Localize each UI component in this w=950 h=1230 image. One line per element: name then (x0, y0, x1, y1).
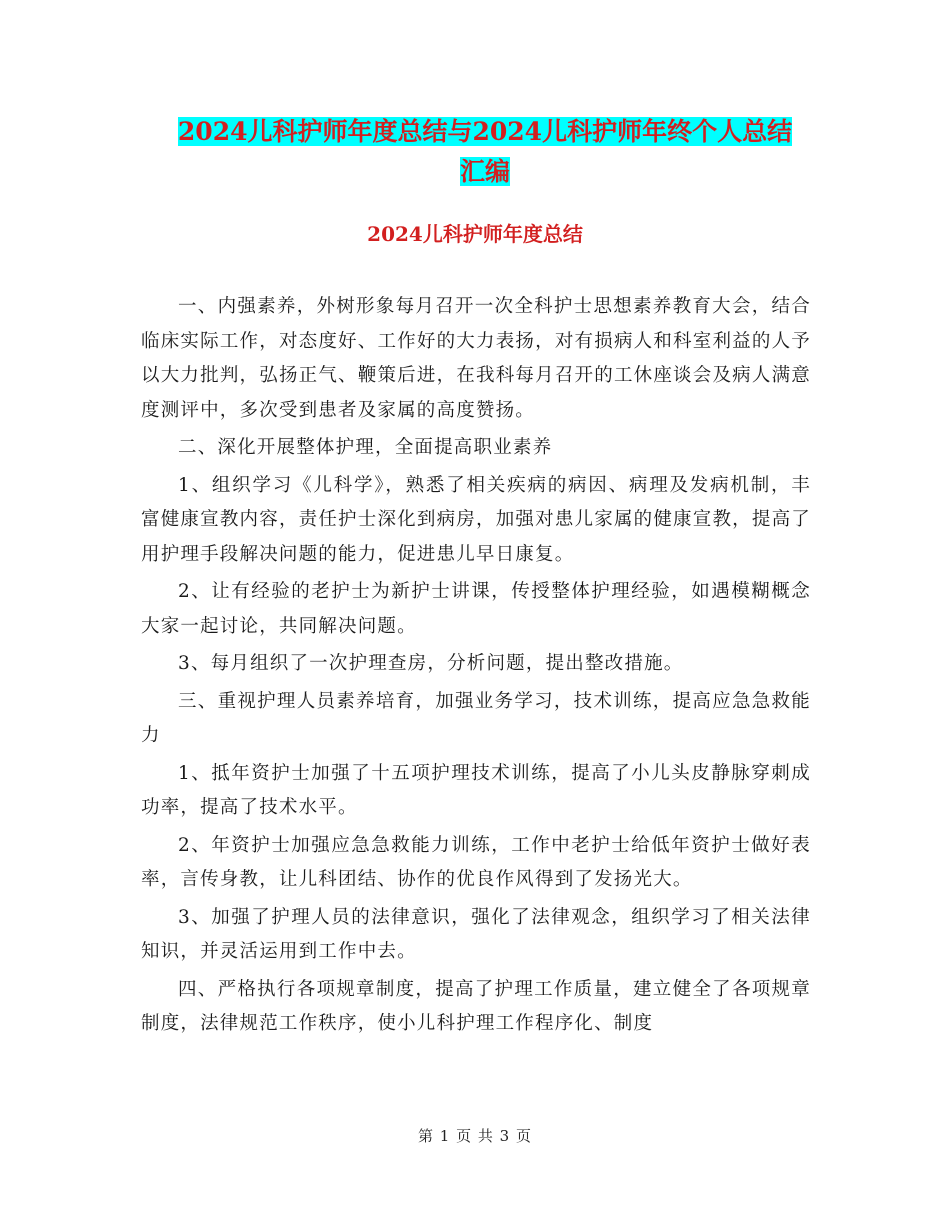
paragraph: 2、让有经验的老护士为新护士讲课，传授整体护理经验，如遇模糊概念大家一起讨论，共同解决问题。 (141, 581, 811, 637)
paragraph: 3、加强了护理人员的法律意识，强化了法律观念，组织学习了相关法律知识，并灵活运用到工作中去。 (141, 906, 811, 962)
paragraph: 一、内强素养，外树形象每月召开一次全科护士思想素养教育大会，结合临床实际工作，对态度好、工作好的大力表扬，对有损病人和科室利益的人予以大力批判，弘扬正气、鞭策后进，在我科每月召开的工休座谈会及病人满意度测评中，多次受到患者及家属的高度赞扬。 (141, 296, 811, 421)
document-title-line-2: 汇编 (459, 157, 510, 186)
page-footer: 第 1 页 共 3 页 (418, 1127, 532, 1145)
paragraph: 2、年资护士加强应急急救能力训练，工作中老护士给低年资护士做好表率，言传身教，让儿科团结、协作的优良作风得到了发扬光大。 (141, 834, 811, 890)
paragraph: 3、每月组织了一次护理查房，分析问题，提出整改措施。 (178, 653, 684, 674)
paragraph: 二、深化开展整体护理，全面提高职业素养 (178, 437, 553, 458)
paragraph: 四、严格执行各项规章制度，提高了护理工作质量，建立健全了各项规章制度，法律规范工作秩序，使小儿科护理工作程序化、制度 (141, 978, 811, 1034)
paragraph: 1、组织学习《儿科学》，熟悉了相关疾病的病因、病理及发病机制，丰富健康宣教内容，责任护士深化到病房，加强对患儿家属的健康宣教，提高了用护理手段解决问题的能力，促进患儿早日康复。 (141, 474, 811, 565)
document-title-line-1: 2024儿科护师年度总结与2024儿科护师年终个人总结 (177, 117, 793, 146)
document-body (141, 290, 811, 1042)
document-title (140, 112, 830, 192)
paragraph: 三、重视护理人员素养培育，加强业务学习，技术训练，提高应急急救能力 (141, 690, 811, 746)
paragraph: 1、抵年资护士加强了十五项护理技术训练，提高了小儿头皮静脉穿刺成功率，提高了技术水平。 (141, 762, 811, 818)
section-title: 2024儿科护师年度总结 (367, 222, 583, 246)
